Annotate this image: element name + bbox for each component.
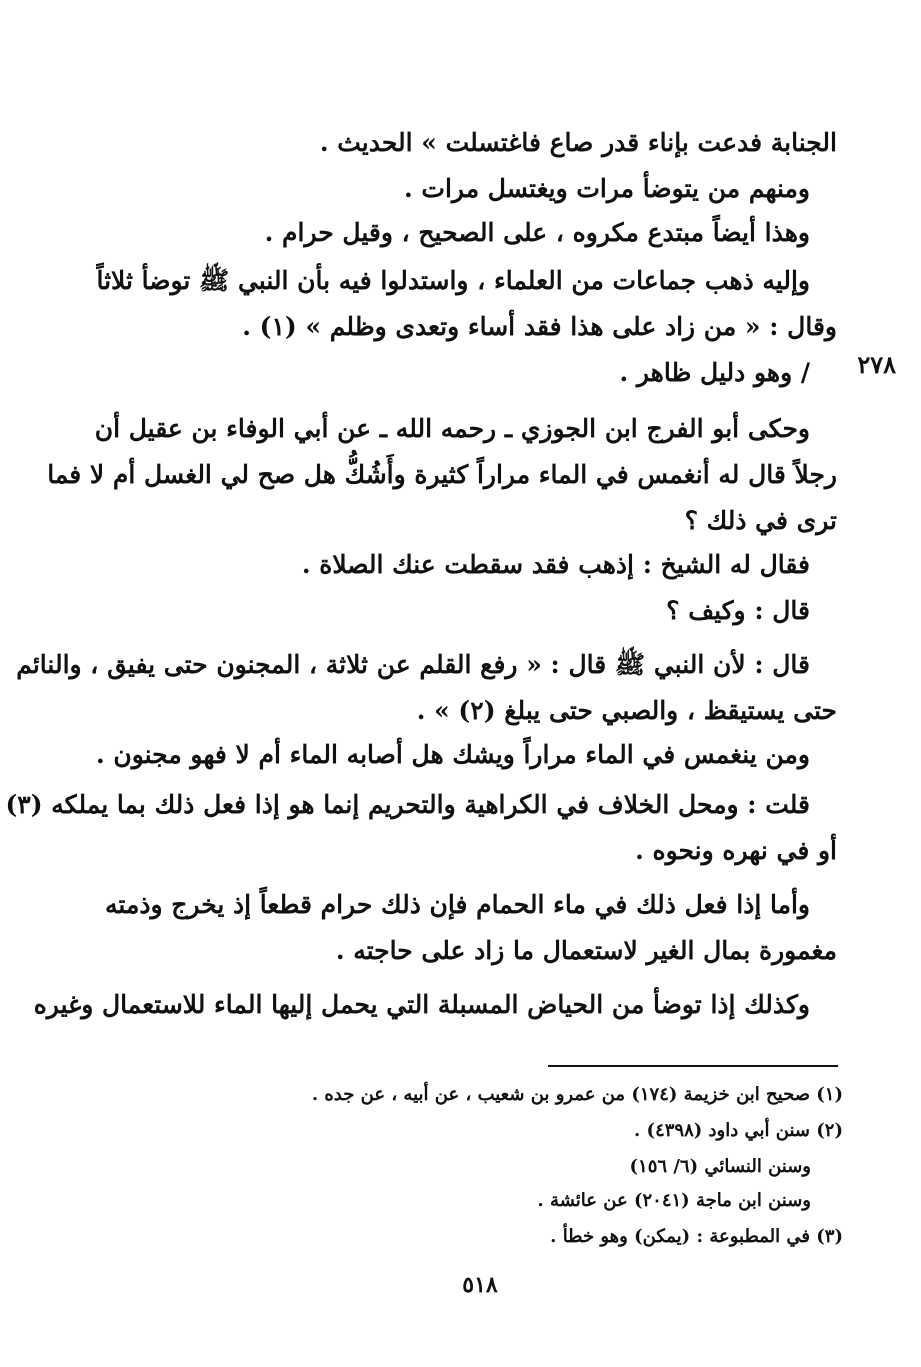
text-line: حتى يستيقظ ، والصبي حتى يبلغ (٢) » . bbox=[416, 696, 837, 725]
text-line: وحكى أبو الفرج ابن الجوزي ـ رحمه الله ـ عن أبي الوفاء بن عقيل أن bbox=[94, 414, 810, 443]
footnote: (٢) سنن أبي داود (٤٣٩٨) . bbox=[634, 1120, 843, 1141]
text-line: وهذا أيضاً مبتدع مكروه ، على الصحيح ، وقيل حرام . bbox=[264, 218, 810, 247]
page-number: ٥١٨ bbox=[462, 1272, 498, 1298]
text-line: مغمورة بمال الغير لاستعمال ما زاد على حاجته . bbox=[335, 936, 837, 965]
text-line: قلت : ومحل الخلاف في الكراهية والتحريم إنما هو إذا فعل ذلك بما يملكه (٣) bbox=[5, 790, 810, 819]
footnote: وسنن ابن ماجة (٢٠٤١) عن عائشة . bbox=[537, 1190, 811, 1211]
footnote: (١) صحيح ابن خزيمة (١٧٤) من عمرو بن شعيب ، عن أبيه ، عن جده . bbox=[311, 1084, 843, 1105]
text-line: قال : وكيف ؟ bbox=[666, 596, 810, 625]
footnote: (٣) في المطبوعة : (يمكن) وهو خطأ . bbox=[550, 1226, 843, 1247]
text-line: قال : لأن النبي ﷺ قال : « رفع القلم عن ثلاثة ، المجنون حتى يفيق ، والنائم bbox=[16, 650, 810, 679]
text-line: ومنهم من يتوضأ مرات ويغتسل مرات . bbox=[404, 174, 810, 203]
footnote-separator bbox=[548, 1065, 838, 1067]
margin-page-marker: ٢٧٨ bbox=[857, 350, 896, 379]
footnote: وسنن النسائي (٦/ ١٥٦) bbox=[629, 1156, 811, 1177]
text-line: / وهو دليل ظاهر . bbox=[619, 358, 810, 387]
text-line: رجلاً قال له أنغمس في الماء مراراً كثيرة وأَشُكُّ هل صح لي الغسل أم لا فما bbox=[47, 460, 837, 489]
text-line: وأما إذا فعل ذلك في ماء الحمام فإن ذلك حرام قطعاً إذ يخرج وذمته bbox=[105, 890, 810, 919]
text-line: أو في نهره ونحوه . bbox=[635, 836, 837, 865]
text-line: فقال له الشيخ : إذهب فقد سقطت عنك الصلاة . bbox=[301, 550, 810, 579]
text-line: الجنابة فدعت بإناء قدر صاع فاغتسلت » الحديث . bbox=[319, 128, 837, 157]
text-line: ومن ينغمس في الماء مراراً ويشك هل أصابه الماء أم لا فهو مجنون . bbox=[95, 740, 810, 769]
text-line: وقال : « من زاد على هذا فقد أساء وتعدى وظلم » (١) . bbox=[242, 312, 837, 341]
text-line: وإليه ذهب جماعات من العلماء ، واستدلوا فيه بأن النبي ﷺ توضأ ثلاثاً bbox=[96, 266, 810, 295]
text-line: ترى في ذلك ؟ bbox=[684, 506, 837, 535]
text-line: وكذلك إذا توضأ من الحياض المسبلة التي يحمل إليها الماء للاستعمال وغيره bbox=[33, 990, 810, 1019]
